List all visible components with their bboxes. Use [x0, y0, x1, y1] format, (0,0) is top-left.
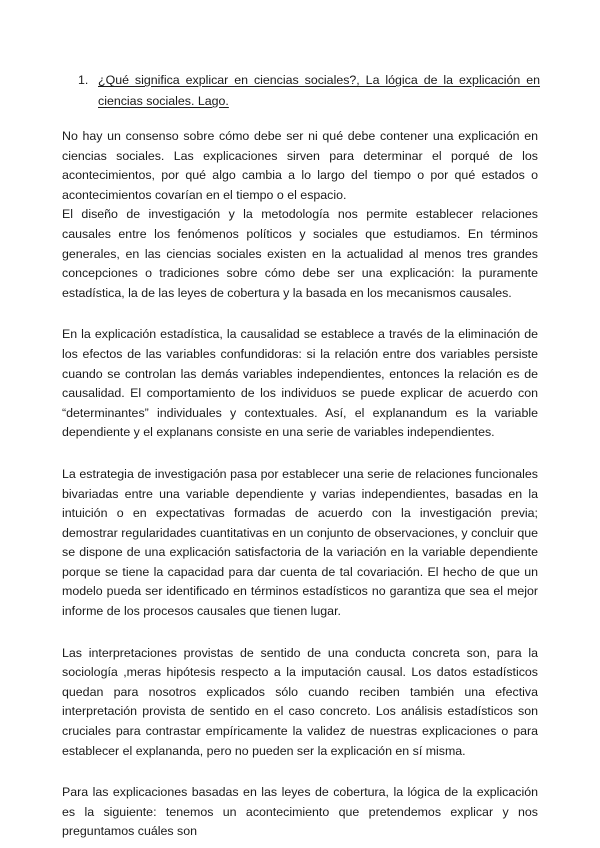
heading-title: ¿Qué significa explicar en ciencias sociales?, La lógica de la explicación en ciencias sociales. Lago.	[98, 73, 540, 108]
paragraph-3: En la explicación estadística, la causalidad se establece a través de la eliminación de los efectos de las variables confundidoras: si la relación entre dos variables persiste cuando se controlan las demás variables independientes, entonces la relación es de causalidad. El comportamiento de los individuos se puede explicar de acuerdo con “determinantes” individuales y contextuales. Así, el explanandum es la variable dependiente y el explanans consiste en una serie de variables independientes.	[62, 327, 538, 440]
paragraph-2: El diseño de investigación y la metodología nos permite establecer relaciones causales entre los fenómenos políticos y sociales que estudiamos. En términos generales, en las ciencias sociales existen en la actualidad al menos tres grandes concepciones o tradiciones sobre cómo debe ser una explicación: la puramente estadística, la de las leyes de cobertura y la basada en los mecanismos causales.	[62, 207, 538, 300]
paragraph-1: No hay un consenso sobre cómo debe ser ni qué debe contener una explicación en ciencias sociales. Las explicaciones sirven para determinar el porqué de los acontecimientos, por qué algo cambia a lo largo del tiempo o por qué estados o acontecimientos covarían en el tiempo o el espacio.	[62, 129, 538, 202]
paragraph-6: Para las explicaciones basadas en las leyes de cobertura, la lógica de la explicación es la siguiente: tenemos un acontecimiento que pretendemos explicar y nos preguntamos cuáles son	[62, 785, 538, 839]
paragraph-4: La estrategia de investigación pasa por establecer una serie de relaciones funcionales bivariadas entre una variable dependiente y varias independientes, basadas en la intuición o en expectativas formadas de acuerdo con la investigación previa; demostrar regularidades cuantitativas en un conjunto de observaciones, y concluir que se dispone de una explicación satisfactoria de la variación en la variable dependiente porque se tiene la capacidad para dar cuenta de tal covariación. El hecho de que un modelo pueda ser identificado en términos estadísticos no garantiza que sea el mejor informe de los procesos causales que tienen lugar.	[62, 466, 538, 619]
section-heading	[68, 70, 540, 112]
heading-number: 1.	[78, 73, 89, 87]
document-body	[62, 127, 538, 842]
paragraph-5: Las interpretaciones provistas de sentido de una conducta concreta son, para la sociología ,meras hipótesis respecto a la imputación causal. Los datos estadísticos quedan para nosotros explicados sólo cuando reciben también una efectiva interpretación provista de sentido en el caso concreto. Los análisis estadísticos son cruciales para contrastar empíricamente la validez de nuestras explicaciones o para establecer el explananda, pero no pueden ser la explicación en sí misma.	[62, 645, 538, 758]
